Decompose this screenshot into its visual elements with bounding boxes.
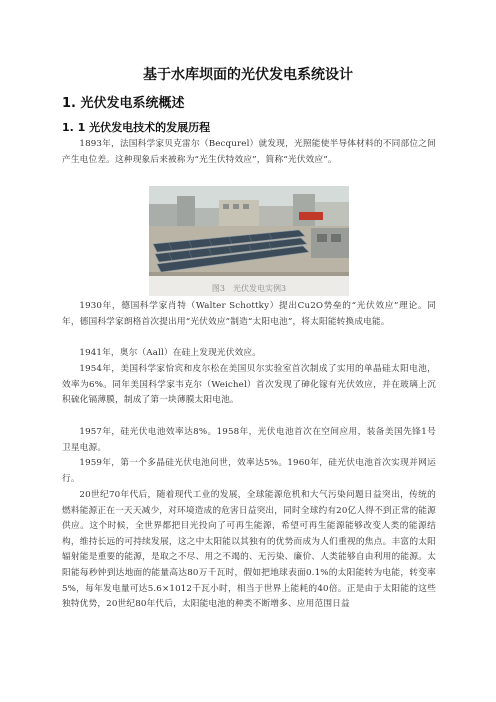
- section-heading: 1. 光伏发电系统概述: [62, 96, 185, 111]
- figure-caption: 图3 光伏发电实例3: [211, 284, 287, 293]
- figure-caption-box: [149, 276, 349, 296]
- paragraph-1959: 1959年，第一个多晶硅光伏电池问世，效率达5%。1960年，硅光伏电池首次实现并网运行。: [62, 458, 436, 484]
- paragraph-1941: 1941年，奥尔（Aall）在硅上发现光伏效应。: [79, 348, 262, 358]
- paragraph-1970s: 20世纪70年代后，随着现代工业的发展，全球能源危机和大气污染问题日益突出，传统的燃料能源正在一天天减少，对环境造成的危害日益突出，同时全球约有20亿人得不到正常的能源供应。这个时候，全世界都把目光投向了可再生能源，希望可再生能源能够改变人类的能源结构，维持长远的可持续发展，这之中太阳能以其独有的优势而成为人们重视的焦点。丰富的太阳辐射能是重要的能源，是取之不尽、用之不竭的、无污染、廉价、人类能够自由利用的能源。太阳能每秒钟到达地面的能量高达80万千瓦时，假如把地球表面0.1%的太阳能转为电能，转变率5%，每年发电量可达5.6×1012千瓦小时，相当于世界上能耗的40倍。正是由于太阳能的这些独特优势，20世纪80年代后，太阳能电池的种类不断增多、应用范围日益: [62, 490, 436, 610]
- paragraph-1893: 1893年，法国科学家贝克雷尔（Becqurel）就发现，光照能使半导体材料的不同部位之间产生电位差。这种现象后来被称为“光生伏特效应”，简称“光伏效应”。: [62, 139, 436, 165]
- paragraph-1957: 1957年，硅光伏电池效率达8%。1958年，光伏电池首次在空间应用，装备美国先锋1号卫星电源。: [62, 427, 436, 453]
- document-title: 基于水库坝面的光伏发电系统设计: [143, 67, 353, 83]
- subsection-heading: 1. 1 光伏发电技术的发展历程: [62, 121, 211, 134]
- solar-water-heater-photo: [149, 186, 349, 276]
- paragraph-1954: 1954年，美国科学家恰宾和皮尔松在美国贝尔实验室首次制成了实用的单晶硅太阳电池，效率为6%。同年美国科学家韦克尔（Weichel）首次发现了砷化镓有光伏效应，并在玻璃上沉积硫化镉薄膜，制成了第一块薄膜太阳电池。: [62, 364, 436, 406]
- photo-illustration: [149, 186, 349, 276]
- paragraph-1930: 1930年，德国科学家肖特（Walter Schottky）提出Cu2O势垒的“光伏效应”理论。同年，德国科学家朗格首次提出用“光伏效应”制造“太阳电池”，将太阳能转换成电能。: [62, 301, 436, 327]
